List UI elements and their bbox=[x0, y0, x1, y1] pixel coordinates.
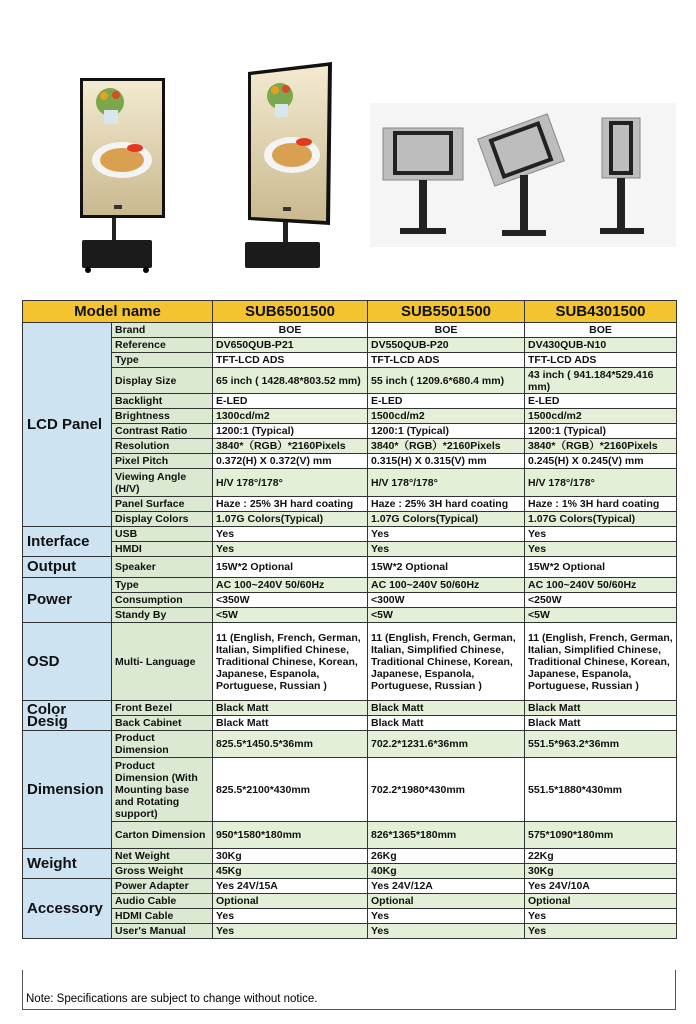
spec-value: 825.5*2100*430mm bbox=[213, 758, 368, 822]
spec-value: 55 inch ( 1209.6*680.4 mm) bbox=[368, 368, 525, 394]
spec-label: Back Cabinet bbox=[112, 716, 213, 731]
spec-value: Black Matt bbox=[213, 701, 368, 716]
spec-value: 40Kg bbox=[368, 864, 525, 879]
spec-value: 702.2*1980*430mm bbox=[368, 758, 525, 822]
spec-value: Yes bbox=[525, 924, 677, 939]
spec-row bbox=[23, 323, 677, 338]
spec-label: Product Dimension (With Mounting base and Rotating support) bbox=[112, 758, 213, 822]
spec-value: BOE bbox=[213, 323, 368, 338]
spec-table bbox=[22, 300, 677, 939]
spec-value: 551.5*963.2*36mm bbox=[525, 731, 677, 758]
section-label: Weight bbox=[23, 849, 112, 879]
spec-value: DV550QUB-P20 bbox=[368, 338, 525, 353]
section-label: Color Desig bbox=[23, 701, 112, 731]
spec-value: Haze : 25% 3H hard coating bbox=[368, 497, 525, 512]
spec-value: <5W bbox=[213, 608, 368, 623]
spec-value: <350W bbox=[213, 593, 368, 608]
spec-label: Standy By bbox=[112, 608, 213, 623]
spec-value: 26Kg bbox=[368, 849, 525, 864]
spec-value: BOE bbox=[368, 323, 525, 338]
section-label: Output bbox=[23, 557, 112, 578]
spec-value: 1200:1 (Typical) bbox=[368, 424, 525, 439]
spec-value: <250W bbox=[525, 593, 677, 608]
spec-value: Optional bbox=[368, 894, 525, 909]
spec-label: Speaker bbox=[112, 557, 213, 578]
spec-value: Optional bbox=[525, 894, 677, 909]
spec-value: Black Matt bbox=[525, 716, 677, 731]
spec-value: <300W bbox=[368, 593, 525, 608]
spec-value: Yes bbox=[213, 527, 368, 542]
model-name-header: Model name bbox=[23, 301, 213, 323]
spec-label: Carton Dimension bbox=[112, 822, 213, 849]
model-header-1: SUB6501500 bbox=[213, 301, 368, 323]
spec-value: 825.5*1450.5*36mm bbox=[213, 731, 368, 758]
spec-value: H/V 178°/178° bbox=[525, 469, 677, 497]
spec-label: Viewing Angle (H/V) bbox=[112, 469, 213, 497]
spec-row bbox=[23, 542, 677, 557]
spec-value: Yes bbox=[368, 527, 525, 542]
spec-value: Black Matt bbox=[213, 716, 368, 731]
spec-label: User's Manual bbox=[112, 924, 213, 939]
spec-value: 0.315(H) X 0.315(V) mm bbox=[368, 454, 525, 469]
spec-row bbox=[23, 469, 677, 497]
spec-value: 702.2*1231.6*36mm bbox=[368, 731, 525, 758]
spec-row bbox=[23, 454, 677, 469]
spec-value: Yes bbox=[213, 924, 368, 939]
spec-header-row bbox=[23, 301, 677, 323]
spec-value: Yes 24V/15A bbox=[213, 879, 368, 894]
footnote-box bbox=[22, 970, 676, 1010]
spec-value: AC 100~240V 50/60Hz bbox=[213, 578, 368, 593]
spec-label: Power Adapter bbox=[112, 879, 213, 894]
spec-value: 1500cd/m2 bbox=[525, 409, 677, 424]
model-header-2: SUB5501500 bbox=[368, 301, 525, 323]
spec-label: Type bbox=[112, 578, 213, 593]
display-stand-side-photo bbox=[245, 62, 332, 268]
spec-label: Gross Weight bbox=[112, 864, 213, 879]
spec-value: 575*1090*180mm bbox=[525, 822, 677, 849]
spec-row bbox=[23, 409, 677, 424]
spec-value: Yes bbox=[525, 527, 677, 542]
display-stand-front-photo bbox=[80, 78, 165, 273]
spec-value: E-LED bbox=[525, 394, 677, 409]
spec-label: Net Weight bbox=[112, 849, 213, 864]
spec-value: E-LED bbox=[368, 394, 525, 409]
spec-value: 1.07G Colors(Typical) bbox=[213, 512, 368, 527]
spec-value: 1200:1 (Typical) bbox=[525, 424, 677, 439]
spec-value: 30Kg bbox=[213, 849, 368, 864]
spec-value: H/V 178°/178° bbox=[213, 469, 368, 497]
section-label: Dimension bbox=[23, 731, 112, 849]
spec-value: E-LED bbox=[213, 394, 368, 409]
spec-value: 3840*（RGB）*2160Pixels bbox=[368, 439, 525, 454]
spec-value: 826*1365*180mm bbox=[368, 822, 525, 849]
spec-label: Pixel Pitch bbox=[112, 454, 213, 469]
spec-value: 15W*2 Optional bbox=[213, 557, 368, 578]
spec-value: 30Kg bbox=[525, 864, 677, 879]
spec-label: Display Colors bbox=[112, 512, 213, 527]
spec-label: Audio Cable bbox=[112, 894, 213, 909]
spec-value: TFT-LCD ADS bbox=[525, 353, 677, 368]
spec-value: 22Kg bbox=[525, 849, 677, 864]
spec-row bbox=[23, 512, 677, 527]
spec-label: Panel Surface bbox=[112, 497, 213, 512]
spec-row bbox=[23, 731, 677, 758]
spec-row bbox=[23, 338, 677, 353]
spec-value: 0.372(H) X 0.372(V) mm bbox=[213, 454, 368, 469]
spec-row bbox=[23, 623, 677, 701]
section-label: Interface bbox=[23, 527, 112, 557]
spec-value: 950*1580*180mm bbox=[213, 822, 368, 849]
spec-label: HDMI Cable bbox=[112, 909, 213, 924]
spec-value: 11 (English, French, German, Italian, Simplified Chinese, Traditional Chinese, Korean, Japanese, Espanola, Portuguese, Russian ) bbox=[213, 623, 368, 701]
spec-row bbox=[23, 849, 677, 864]
spec-value: 551.5*1880*430mm bbox=[525, 758, 677, 822]
spec-row bbox=[23, 353, 677, 368]
spec-value: Optional bbox=[213, 894, 368, 909]
spec-label: Type bbox=[112, 353, 213, 368]
spec-row bbox=[23, 527, 677, 542]
spec-row bbox=[23, 716, 677, 731]
model-header-3: SUB4301500 bbox=[525, 301, 677, 323]
spec-value: 1200:1 (Typical) bbox=[213, 424, 368, 439]
spec-value: Yes bbox=[368, 924, 525, 939]
spec-value: <5W bbox=[525, 608, 677, 623]
spec-row bbox=[23, 578, 677, 593]
spec-row bbox=[23, 497, 677, 512]
spec-value: 11 (English, French, German, Italian, Simplified Chinese, Traditional Chinese, Korean, Japanese, Espanola, Portuguese, Russian ) bbox=[368, 623, 525, 701]
spec-label: Multi- Language bbox=[112, 623, 213, 701]
spec-label: Resolution bbox=[112, 439, 213, 454]
spec-value: TFT-LCD ADS bbox=[368, 353, 525, 368]
spec-value: 65 inch ( 1428.48*803.52 mm) bbox=[213, 368, 368, 394]
spec-value: 3840*（RGB）*2160Pixels bbox=[213, 439, 368, 454]
spec-value: 1.07G Colors(Typical) bbox=[525, 512, 677, 527]
section-label: Accessory bbox=[23, 879, 112, 939]
spec-value: Yes bbox=[525, 909, 677, 924]
section-label: LCD Panel bbox=[23, 323, 112, 527]
spec-label: Backlight bbox=[112, 394, 213, 409]
spec-label: Product Dimension bbox=[112, 731, 213, 758]
spec-row bbox=[23, 608, 677, 623]
spec-row bbox=[23, 424, 677, 439]
spec-row bbox=[23, 864, 677, 879]
spec-value: Yes bbox=[368, 542, 525, 557]
mounting-bracket-photo bbox=[370, 103, 676, 247]
spec-label: HMDI bbox=[112, 542, 213, 557]
spec-value: Haze : 25% 3H hard coating bbox=[213, 497, 368, 512]
spec-value: Yes bbox=[368, 909, 525, 924]
spec-row bbox=[23, 394, 677, 409]
spec-row bbox=[23, 894, 677, 909]
section-label: Power bbox=[23, 578, 112, 623]
spec-row bbox=[23, 593, 677, 608]
spec-label: Display Size bbox=[112, 368, 213, 394]
spec-value: 11 (English, French, German, Italian, Simplified Chinese, Traditional Chinese, Korean, Japanese, Espanola, Portuguese, Russian ) bbox=[525, 623, 677, 701]
spec-row bbox=[23, 368, 677, 394]
spec-row bbox=[23, 758, 677, 822]
spec-value: Yes 24V/12A bbox=[368, 879, 525, 894]
spec-value: Yes bbox=[213, 909, 368, 924]
spec-row bbox=[23, 701, 677, 716]
spec-value: 1300cd/m2 bbox=[213, 409, 368, 424]
spec-value: 15W*2 Optional bbox=[368, 557, 525, 578]
spec-value: Black Matt bbox=[525, 701, 677, 716]
footnote-text: Note: Specifications are subject to change without notice. bbox=[26, 993, 318, 1005]
spec-value: Yes 24V/10A bbox=[525, 879, 677, 894]
spec-label: Brightness bbox=[112, 409, 213, 424]
spec-value: Black Matt bbox=[368, 701, 525, 716]
spec-label: Consumption bbox=[112, 593, 213, 608]
spec-row bbox=[23, 909, 677, 924]
section-label: OSD bbox=[23, 623, 112, 701]
product-photos bbox=[0, 0, 696, 290]
spec-value: 15W*2 Optional bbox=[525, 557, 677, 578]
spec-value: 1.07G Colors(Typical) bbox=[368, 512, 525, 527]
spec-value: TFT-LCD ADS bbox=[213, 353, 368, 368]
spec-value: 3840*（RGB）*2160Pixels bbox=[525, 439, 677, 454]
spec-value: 0.245(H) X 0.245(V) mm bbox=[525, 454, 677, 469]
spec-row bbox=[23, 822, 677, 849]
spec-value: BOE bbox=[525, 323, 677, 338]
spec-row bbox=[23, 557, 677, 578]
spec-row bbox=[23, 924, 677, 939]
spec-label: Front Bezel bbox=[112, 701, 213, 716]
spec-value: Black Matt bbox=[368, 716, 525, 731]
spec-value: Yes bbox=[525, 542, 677, 557]
spec-row bbox=[23, 879, 677, 894]
spec-row bbox=[23, 439, 677, 454]
spec-value: DV430QUB-N10 bbox=[525, 338, 677, 353]
spec-value: DV650QUB-P21 bbox=[213, 338, 368, 353]
spec-label: Contrast Ratio bbox=[112, 424, 213, 439]
spec-value: 1500cd/m2 bbox=[368, 409, 525, 424]
spec-value: <5W bbox=[368, 608, 525, 623]
spec-value: Yes bbox=[213, 542, 368, 557]
spec-label: Brand bbox=[112, 323, 213, 338]
spec-label: Reference bbox=[112, 338, 213, 353]
spec-value: H/V 178°/178° bbox=[368, 469, 525, 497]
spec-value: AC 100~240V 50/60Hz bbox=[525, 578, 677, 593]
spec-value: Haze : 1% 3H hard coating bbox=[525, 497, 677, 512]
spec-label: USB bbox=[112, 527, 213, 542]
spec-value: 43 inch ( 941.184*529.416 mm) bbox=[525, 368, 677, 394]
spec-value: 45Kg bbox=[213, 864, 368, 879]
spec-value: AC 100~240V 50/60Hz bbox=[368, 578, 525, 593]
